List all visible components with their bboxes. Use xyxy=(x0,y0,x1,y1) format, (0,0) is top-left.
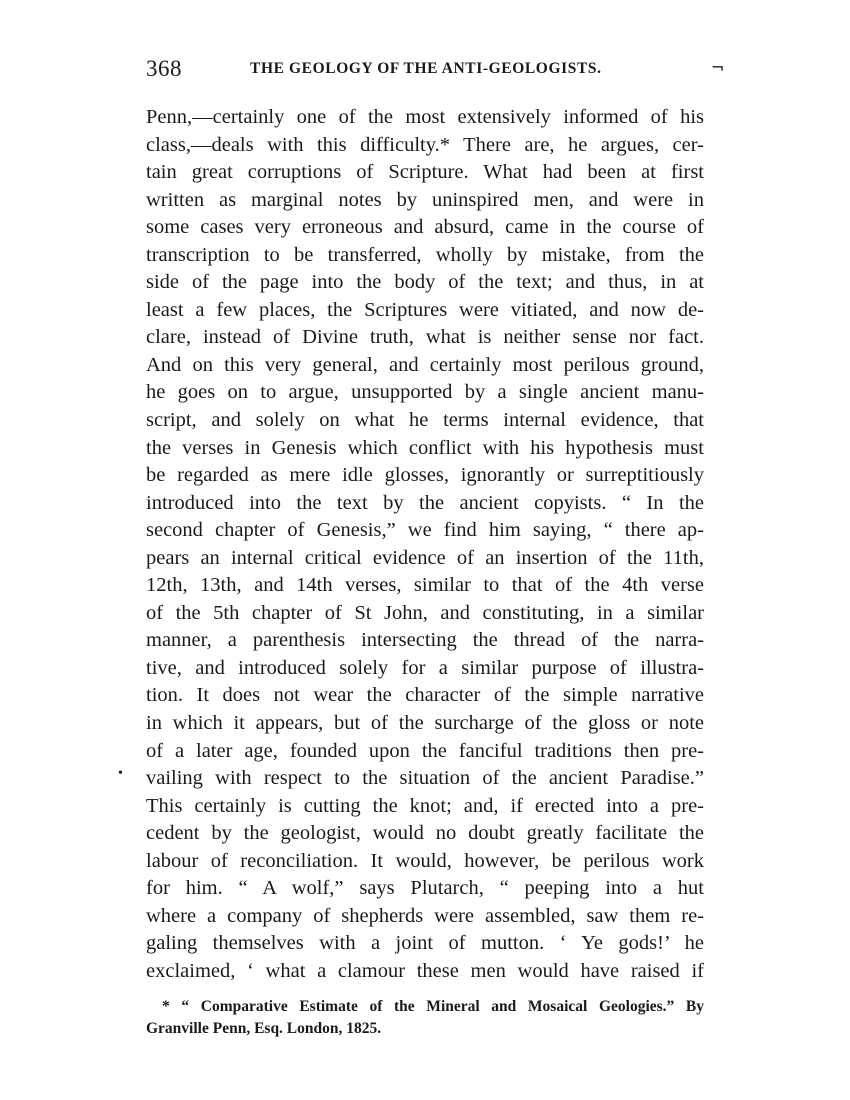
text-line: This certainly is cutting the knot; and, if erected into a pre- xyxy=(146,794,704,817)
text-line: tain great corruptions of Scripture. What had been at first xyxy=(146,161,704,184)
running-title: THE GEOLOGY OF THE ANTI-GEOLOGISTS. xyxy=(250,60,602,77)
text-line: second chapter of Genesis,” we find him saying, “ there ap- xyxy=(146,519,704,542)
text-line: be regarded as mere idle glosses, ignorantly or surreptitiously xyxy=(146,464,704,487)
text-line: side of the page into the body of the text; and thus, in at xyxy=(146,271,704,294)
text-line: labour of reconciliation. It would, however, be perilous work xyxy=(146,849,704,872)
text-line: script, and solely on what he terms internal evidence, that xyxy=(146,409,704,432)
text-line: transcription to be transferred, wholly by mistake, from the xyxy=(146,243,704,266)
text-line: galing themselves with a joint of mutton. ‘ Ye gods!’ he xyxy=(146,932,704,955)
text-line: of the 5th chapter of St John, and constituting, in a similar xyxy=(146,601,704,624)
text-line: least a few places, the Scriptures were vitiated, and now de- xyxy=(146,298,704,321)
text-line: Penn,—certainly one of the most extensively informed of his xyxy=(146,106,704,128)
corner-mark-icon: ¬ xyxy=(711,58,725,77)
text-line: tive, and introduced solely for a similar purpose of illustra- xyxy=(146,656,704,679)
text-line: pears an internal critical evidence of an insertion of the 11th, xyxy=(146,546,704,569)
footnote-line: Granville Penn, Esq. London, 1825. xyxy=(146,1020,382,1037)
text-line: clare, instead of Divine truth, what is neither sense nor fact. xyxy=(146,326,704,349)
text-line: vailing with respect to the situation of the ancient Paradise.” xyxy=(146,767,704,790)
text-line: the verses in Genesis which conflict with his hypothesis must xyxy=(146,436,704,459)
text-line: tion. It does not wear the character of the simple narrative xyxy=(146,684,704,707)
footnote xyxy=(146,996,704,1040)
text-line: introduced into the text by the ancient copyists. “ In the xyxy=(146,491,704,514)
text-line: in which it appears, but of the surcharge of the gloss or note xyxy=(146,712,704,735)
text-line: manner, a parenthesis intersecting the thread of the narra- xyxy=(146,629,704,652)
footnote-line: * “ Comparative Estimate of the Mineral and Mosaical Geologies.” By xyxy=(162,998,704,1015)
text-line: for him. “ A wolf,” says Plutarch, “ peeping into a hut xyxy=(146,877,704,900)
text-line: of a later age, founded upon the fanciful traditions then pre- xyxy=(146,739,704,762)
text-line: he goes on to argue, unsupported by a single ancient manu- xyxy=(146,381,704,404)
text-line: some cases very erroneous and absurd, came in the course of xyxy=(146,216,704,239)
text-line: cedent by the geologist, would no doubt greatly facilitate the xyxy=(146,822,704,845)
text-line: class,—deals with this difficulty.* There are, he argues, cer- xyxy=(146,133,704,156)
text-line: exclaimed, ‘ what a clamour these men would have raised if xyxy=(146,959,704,982)
text-line: where a company of shepherds were assembled, saw them re- xyxy=(146,904,704,927)
page-number: 368 xyxy=(146,56,182,81)
body-text xyxy=(146,104,704,986)
text-line: written as marginal notes by uninspired men, and were in xyxy=(146,188,704,211)
running-head xyxy=(146,56,726,82)
margin-mark: • xyxy=(118,766,123,781)
text-line: And on this very general, and certainly most perilous ground, xyxy=(146,353,704,376)
text-line: 12th, 13th, and 14th verses, similar to that of the 4th verse xyxy=(146,574,704,597)
